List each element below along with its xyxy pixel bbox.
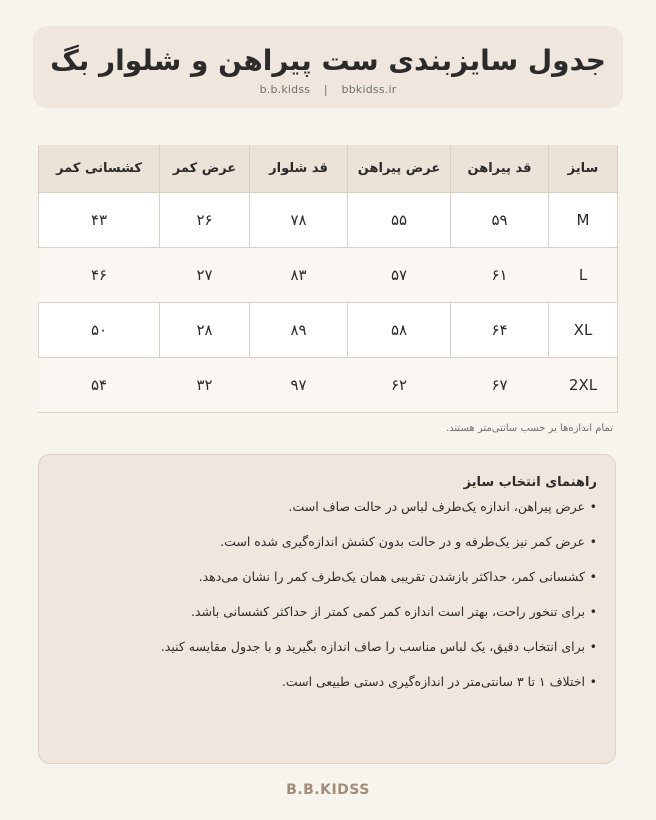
table-row xyxy=(39,248,618,303)
table-cell: ۴۳ xyxy=(39,193,160,248)
table-row xyxy=(39,193,618,248)
size-table-wrapper xyxy=(38,145,618,413)
guide-title: راهنمای انتخاب سایز xyxy=(463,475,597,490)
list-item xyxy=(57,566,597,601)
size-table xyxy=(38,145,618,413)
list-item xyxy=(57,496,597,531)
table-cell: ۳۲ xyxy=(160,358,250,413)
instagram-handle: b.b.kidss xyxy=(259,83,311,96)
table-cell: XL xyxy=(549,303,618,358)
bullet-icon: • xyxy=(589,499,597,514)
column-header-waist-stretch: کشسانی کمر xyxy=(39,145,160,193)
guide-item-text: برای تنخور راحت، بهتر است اندازه کمر کمی کمتر از حداکثر کشسانی باشد. xyxy=(190,604,585,619)
website-link[interactable]: bbkidss.ir xyxy=(341,83,397,96)
header-card xyxy=(33,26,623,108)
guide-item-text: برای انتخاب دقیق، یک لباس مناسب را صاف اندازه بگیرید و با جدول مقایسه کنید. xyxy=(160,639,585,654)
table-cell: ۶۱ xyxy=(451,248,549,303)
table-cell: ۴۶ xyxy=(39,248,160,303)
guide-item-text: عرض پیراهن، اندازه یک‌طرف لباس در حالت صاف است. xyxy=(288,499,585,514)
bullet-icon: • xyxy=(589,604,597,619)
list-item xyxy=(57,601,597,636)
guide-item-text: کشسانی کمر، حداکثر بازشدن تقریبی همان یک‌طرف کمر را نشان می‌دهد. xyxy=(198,569,585,584)
table-cell: M xyxy=(549,193,618,248)
table-cell: ۲۶ xyxy=(160,193,250,248)
table-cell: ۸۹ xyxy=(250,303,348,358)
table-cell: ۶۷ xyxy=(451,358,549,413)
table-cell: ۲۷ xyxy=(160,248,250,303)
table-cell: ۲۸ xyxy=(160,303,250,358)
table-cell: ۸۳ xyxy=(250,248,348,303)
table-cell: ۵۸ xyxy=(348,303,451,358)
size-guide-card xyxy=(38,454,616,764)
table-cell: ۵۴ xyxy=(39,358,160,413)
footer-brand: B.B.KIDSS xyxy=(286,782,370,798)
table-cell: ۶۴ xyxy=(451,303,549,358)
guide-item-text: عرض کمر نیز یک‌طرفه و در حالت بدون کشش اندازه‌گیری شده است. xyxy=(220,534,585,549)
table-row xyxy=(39,358,618,413)
table-cell: ۷۸ xyxy=(250,193,348,248)
table-cell: ۶۲ xyxy=(348,358,451,413)
list-item xyxy=(57,531,597,566)
table-header-row xyxy=(39,145,618,193)
page-title: جدول سایزبندی ست پیراهن و شلوار بگ xyxy=(50,44,606,77)
column-header-shirt-width: عرض پیراهن xyxy=(348,145,451,193)
list-item xyxy=(57,636,597,671)
bullet-icon: • xyxy=(589,674,597,689)
bullet-icon: • xyxy=(589,534,597,549)
guide-item-text: اختلاف ۱ تا ۳ سانتی‌متر در اندازه‌گیری دستی طبیعی است. xyxy=(281,674,585,689)
table-cell: ۵۷ xyxy=(348,248,451,303)
units-note: تمام اندازه‌ها بر حسب سانتی‌متر هستند. xyxy=(445,423,613,434)
table-cell: L xyxy=(549,248,618,303)
column-header-waist-width: عرض کمر xyxy=(160,145,250,193)
table-cell: ۵۵ xyxy=(348,193,451,248)
column-header-size: سایز xyxy=(549,145,618,193)
bullet-icon: • xyxy=(589,639,597,654)
table-cell: ۵۹ xyxy=(451,193,549,248)
table-cell: ۵۰ xyxy=(39,303,160,358)
column-header-shirt-length: قد پیراهن xyxy=(451,145,549,193)
separator: | xyxy=(323,83,328,96)
list-item xyxy=(57,671,597,706)
column-header-pants-length: قد شلوار xyxy=(250,145,348,193)
bullet-icon: • xyxy=(589,569,597,584)
table-cell: ۹۷ xyxy=(250,358,348,413)
table-row xyxy=(39,303,618,358)
subtitle xyxy=(33,83,623,96)
table-cell: 2XL xyxy=(549,358,618,413)
guide-list xyxy=(57,496,597,706)
